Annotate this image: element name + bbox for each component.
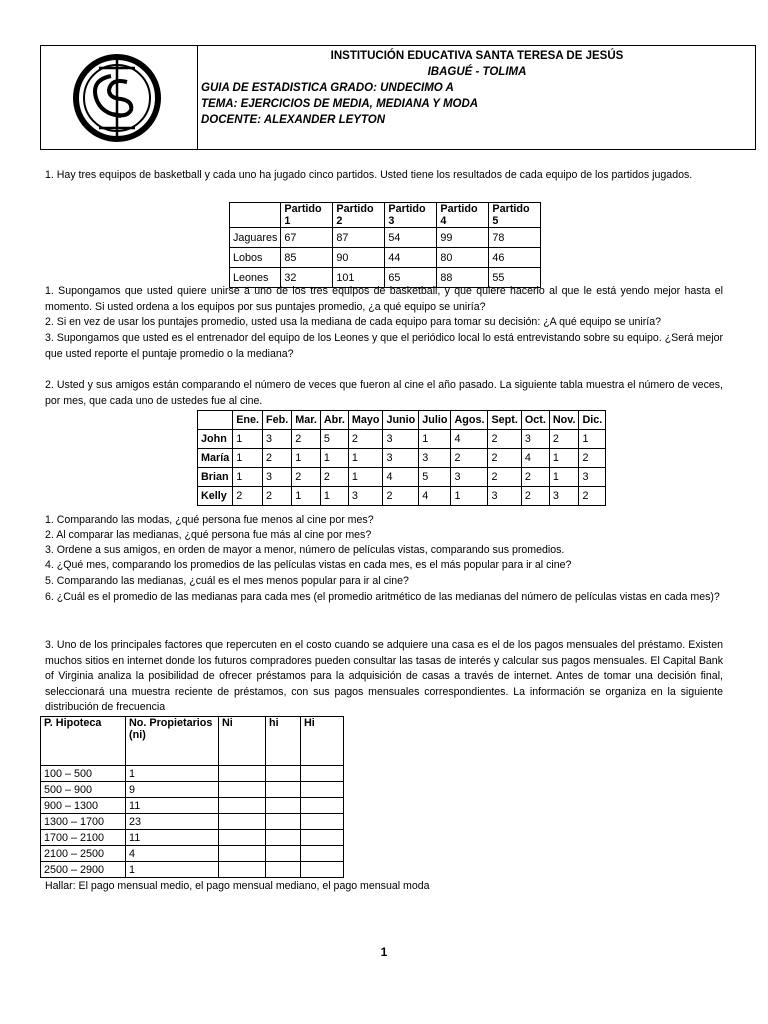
table-row <box>41 782 344 798</box>
school-logo-icon <box>41 46 197 149</box>
table-cell: 88 <box>437 268 489 288</box>
table-cell[interactable] <box>266 830 301 846</box>
q2-item-5: 5. Comparando las medianas, ¿cuál es el mes menos popular para ir al cine? <box>45 575 409 587</box>
table-cell: 2 <box>451 449 488 468</box>
table-cell <box>198 411 233 430</box>
table-cell: 2 <box>233 487 263 506</box>
table-cell: 3 <box>451 468 488 487</box>
table-cell: 1 <box>233 468 263 487</box>
table-cell: Partido 5 <box>489 203 541 228</box>
basketball-table <box>229 202 541 288</box>
table-cell: 2 <box>521 468 549 487</box>
q2-item-6: 6. ¿Cuál es el promedio de las medianas para cada mes (el promedio aritmético de las medianas del número de películas vistas en cada mes)? <box>45 591 720 603</box>
table-cell: Abr. <box>320 411 348 430</box>
city: IBAGUÉ - TOLIMA <box>427 66 527 78</box>
table-cell: 4 <box>451 430 488 449</box>
q1-item-3: 3. Supongamos que usted es el entrenador del equipo de los Leones y que el periódico local lo está entrevistando sobre su equipo. ¿Será mejor que usted reporte el puntaje promedio o la mediana? <box>45 332 723 360</box>
table-row <box>198 487 606 506</box>
q2-item-2: 2. Al comparar las medianas, ¿qué persona fue más al cine por mes? <box>45 529 372 541</box>
table-row <box>41 846 344 862</box>
table-cell: 1 <box>549 468 579 487</box>
q2-intro: 2. Usted y sus amigos están comparando el número de veces que fueron al cine el año pasado. La siguiente tabla muestra el número de veces, por mes, que cada uno de ustedes fue al cine. <box>45 379 723 407</box>
table-cell: 78 <box>489 228 541 248</box>
q1-intro: 1. Hay tres equipos de basketball y cada uno ha jugado cinco partidos. Usted tiene los resultados de cada equipo de los partidos jugados. <box>45 169 693 181</box>
frequency-table <box>40 716 344 878</box>
table-cell[interactable] <box>219 782 266 798</box>
table-cell: 3 <box>521 430 549 449</box>
table-cell: 2 <box>549 430 579 449</box>
table-cell: 2 <box>488 468 521 487</box>
table-cell: 2 <box>263 487 292 506</box>
table-cell: 99 <box>437 228 489 248</box>
table-cell: 11 <box>126 798 219 814</box>
table-cell: 1 <box>320 487 348 506</box>
table-cell: Partido 3 <box>385 203 437 228</box>
table-cell: Julio <box>419 411 451 430</box>
table-cell: 2 <box>348 430 383 449</box>
table-cell: 3 <box>549 487 579 506</box>
q2-item-4: 4. ¿Qué mes, comparando los promedios de las películas vistas en cada mes, es el más popular para ir al cine? <box>45 559 572 571</box>
table-cell: 90 <box>333 248 385 268</box>
table-row <box>198 430 606 449</box>
table-cell: 2 <box>320 468 348 487</box>
topic: TEMA: EJERCICIOS DE MEDIA, MEDIANA Y MODA <box>201 98 479 110</box>
table-cell: 3 <box>348 487 383 506</box>
table-row <box>41 814 344 830</box>
table-cell: 1 <box>348 468 383 487</box>
table-cell[interactable] <box>266 846 301 862</box>
table-cell[interactable] <box>266 862 301 878</box>
table-cell: 2 <box>263 449 292 468</box>
table-cell: 2 <box>579 449 606 468</box>
table-cell: 100 – 500 <box>41 766 126 782</box>
table-cell: P. Hipoteca <box>41 717 126 766</box>
table-cell: 1 <box>348 449 383 468</box>
table-row <box>41 798 344 814</box>
table-cell: 2 <box>383 487 419 506</box>
table-cell: 2500 – 2900 <box>41 862 126 878</box>
q1-item-2: 2. Si en vez de usar los puntajes promedio, usted usa la mediana de cada equipo para tomar su decisión: ¿A qué equipo se uniría? <box>45 316 662 328</box>
table-header-row <box>198 411 606 430</box>
table-cell: Kelly <box>198 487 233 506</box>
table-cell: 2 <box>579 487 606 506</box>
table-cell: Junio <box>383 411 419 430</box>
table-cell: 11 <box>126 830 219 846</box>
table-cell: 2100 – 2500 <box>41 846 126 862</box>
institution-name: INSTITUCIÓN EDUCATIVA SANTA TERESA DE JESÚS <box>330 50 624 62</box>
table-cell <box>230 203 281 228</box>
table-cell: 3 <box>263 430 292 449</box>
table-cell: 4 <box>126 846 219 862</box>
table-cell: 1 <box>292 487 321 506</box>
table-cell[interactable] <box>301 814 344 830</box>
table-cell: 1 <box>549 449 579 468</box>
q3-footer: Hallar: El pago mensual medio, el pago mensual mediano, el pago mensual moda <box>45 880 430 892</box>
table-cell: María <box>198 449 233 468</box>
table-cell[interactable] <box>301 830 344 846</box>
q3-intro: 3. Uno de los principales factores que repercuten en el costo cuando se adquiere una casa es el de los pagos mensuales del préstamo. Existen muchos sitios en internet donde los futuros compradores pueden consultar las tasas de interés y calcular sus pagos mensuales. El Capital Bank of Virginia analiza la posibilidad de ofrecer préstamos para la adquisición de casas a través de internet. Antes de tomar una decisión final, seleccionará una muestra reciente de préstamos, con sus pagos mensuales correspondientes. La información se organiza en la siguiente distribución de frecuencia <box>45 639 723 713</box>
table-cell: Dic. <box>579 411 606 430</box>
table-cell: Partido 2 <box>333 203 385 228</box>
table-cell[interactable] <box>301 766 344 782</box>
table-cell: 101 <box>333 268 385 288</box>
table-cell: Ni <box>219 717 266 766</box>
table-cell: Sept. <box>488 411 521 430</box>
table-cell: No. Propietarios (ni) <box>126 717 219 766</box>
table-cell: Nov. <box>549 411 579 430</box>
guide-title: GUIA DE ESTADISTICA GRADO: UNDECIMO A <box>201 82 454 94</box>
header-info <box>201 48 753 128</box>
table-cell: 3 <box>579 468 606 487</box>
table-cell: 1 <box>320 449 348 468</box>
table-cell: 1 <box>451 487 488 506</box>
table-row <box>41 830 344 846</box>
table-cell: 5 <box>320 430 348 449</box>
table-cell[interactable] <box>219 846 266 862</box>
table-cell: Mar. <box>292 411 321 430</box>
table-row <box>198 449 606 468</box>
table-cell: 1 <box>419 430 451 449</box>
table-cell[interactable] <box>301 846 344 862</box>
table-cell: 1700 – 2100 <box>41 830 126 846</box>
table-cell[interactable] <box>301 862 344 878</box>
table-cell: 3 <box>383 430 419 449</box>
table-cell: 9 <box>126 782 219 798</box>
table-cell: Agos. <box>451 411 488 430</box>
table-header-row <box>41 717 344 766</box>
logo-cell <box>41 46 198 149</box>
table-cell[interactable] <box>301 798 344 814</box>
table-cell: 46 <box>489 248 541 268</box>
table-cell: Lobos <box>230 248 281 268</box>
table-cell: John <box>198 430 233 449</box>
table-cell: 1 <box>292 449 321 468</box>
table-cell: 1 <box>579 430 606 449</box>
table-cell[interactable] <box>266 814 301 830</box>
q1-item-1: 1. Supongamos que usted quiere unirse a uno de los tres equipos de basketball, y que quiere hacerlo al que le está yendo mejor hasta el momento. Si usted ordena a los equipos por sus puntajes promedio, ¿a qué equipo se uniría? <box>45 285 723 313</box>
table-cell: 2 <box>488 430 521 449</box>
table-cell: 1300 – 1700 <box>41 814 126 830</box>
movies-table <box>197 410 606 506</box>
table-cell: 1 <box>233 449 263 468</box>
teacher: DOCENTE: ALEXANDER LEYTON <box>201 114 386 126</box>
table-cell: Ene. <box>233 411 263 430</box>
table-header-row <box>230 203 541 228</box>
table-cell: 44 <box>385 248 437 268</box>
table-cell: 1 <box>126 862 219 878</box>
table-cell: 23 <box>126 814 219 830</box>
table-cell: Feb. <box>263 411 292 430</box>
table-cell[interactable] <box>219 862 266 878</box>
table-cell[interactable] <box>266 766 301 782</box>
table-cell[interactable] <box>219 798 266 814</box>
table-cell: 3 <box>263 468 292 487</box>
table-cell: 1 <box>233 430 263 449</box>
table-cell: Partido 4 <box>437 203 489 228</box>
table-cell[interactable] <box>219 814 266 830</box>
table-cell: 4 <box>383 468 419 487</box>
table-cell: 2 <box>521 487 549 506</box>
table-cell: 4 <box>419 487 451 506</box>
table-cell: 5 <box>419 468 451 487</box>
table-cell[interactable] <box>266 798 301 814</box>
table-cell: Leones <box>230 268 281 288</box>
table-row <box>41 862 344 878</box>
table-row <box>198 468 606 487</box>
table-cell[interactable] <box>301 782 344 798</box>
table-row <box>230 248 541 268</box>
table-cell: 500 – 900 <box>41 782 126 798</box>
table-cell: hi <box>266 717 301 766</box>
table-cell: Brian <box>198 468 233 487</box>
table-cell: 32 <box>281 268 333 288</box>
table-cell[interactable] <box>219 830 266 846</box>
table-cell: 54 <box>385 228 437 248</box>
table-cell[interactable] <box>266 782 301 798</box>
table-cell: 1 <box>126 766 219 782</box>
table-cell: Partido 1 <box>281 203 333 228</box>
table-cell: 67 <box>281 228 333 248</box>
table-cell[interactable] <box>219 766 266 782</box>
table-cell: 2 <box>488 449 521 468</box>
q2-item-3: 3. Ordene a sus amigos, en orden de mayor a menor, número de películas vistas, comparando sus promedios. <box>45 544 565 556</box>
table-cell: 3 <box>383 449 419 468</box>
table-cell: 4 <box>521 449 549 468</box>
table-cell: 3 <box>419 449 451 468</box>
table-cell: 2 <box>292 468 321 487</box>
header-box <box>40 45 756 150</box>
table-cell: 2 <box>292 430 321 449</box>
table-cell: 80 <box>437 248 489 268</box>
table-cell: Hi <box>301 717 344 766</box>
table-cell: 85 <box>281 248 333 268</box>
table-row <box>41 766 344 782</box>
table-cell: 3 <box>488 487 521 506</box>
table-cell: Oct. <box>521 411 549 430</box>
table-cell: Mayo <box>348 411 383 430</box>
table-cell: 55 <box>489 268 541 288</box>
table-cell: 87 <box>333 228 385 248</box>
table-cell: 900 – 1300 <box>41 798 126 814</box>
page-number: 1 <box>380 945 388 959</box>
table-cell: 65 <box>385 268 437 288</box>
table-cell: Jaguares <box>230 228 281 248</box>
q2-item-1: 1. Comparando las modas, ¿qué persona fue menos al cine por mes? <box>45 514 374 526</box>
table-row <box>230 228 541 248</box>
